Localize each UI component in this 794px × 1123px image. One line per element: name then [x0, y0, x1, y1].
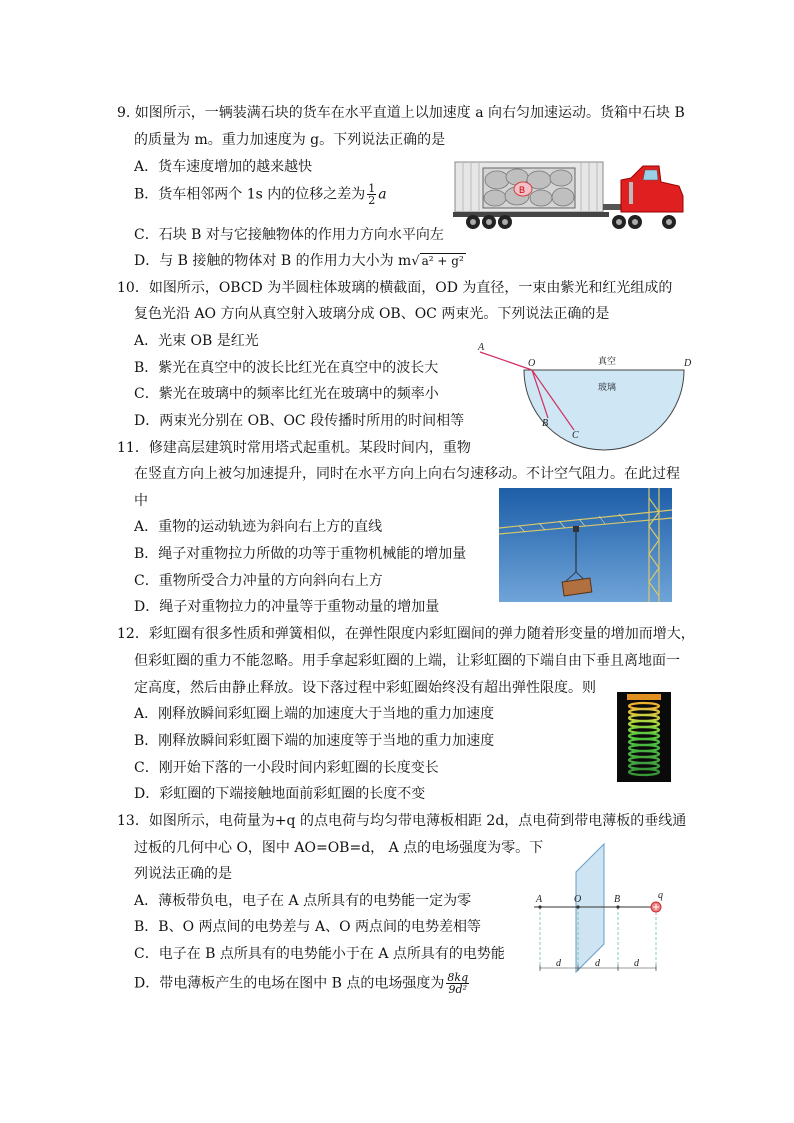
q13-stem-line2: 过板的几何中心 O，图中 AO=OB=d， A 点的电场强度为零。下: [134, 840, 544, 856]
crane-photo: [499, 488, 672, 602]
q11-stem-line2: 在竖直方向上被匀加速提升，同时在水平方向上向右匀速移动。不计空气阻力。在此过程: [134, 466, 680, 482]
q10-option-a: A．光束 OB 是红光: [134, 333, 259, 349]
q12-option-b: B．刚释放瞬间彩虹圈下端的加速度等于当地的重力加速度: [134, 733, 495, 749]
q13-fraction: $\frac{8kq}{\text{9d²}}$: [447, 971, 469, 996]
q9-option-a: A．货车速度增加的越来越快: [134, 159, 313, 175]
truck-figure: [453, 160, 685, 232]
q9-stem-line1: 9. 如图所示，一辆装满石块的货车在水平直道上以加速度 a 向右匀加速运动。货箱中石块 B: [117, 105, 685, 121]
q12-option-c: C．刚开始下落的一小段时间内彩虹圈的长度变长: [134, 760, 439, 776]
q12-stem-line2: 但彩虹圈的重力不能忽略。用手拿起彩虹圈的上端，让彩虹圈的下端自由下垂且离地面一: [134, 653, 680, 669]
q10-option-c: C．紫光在玻璃中的频率比红光在玻璃中的频率小: [134, 386, 439, 402]
charged-plate-figure: [528, 850, 678, 980]
fig10-label-b: B: [542, 418, 549, 429]
q11-option-b: B．绳子对重物拉力所做的功等于重物机械能的增加量: [134, 546, 467, 562]
q13-option-a: A．薄板带负电，电子在 A 点所具有的电势能一定为零: [134, 893, 472, 909]
q11-stem-line1: 11．修建高层建筑时常用塔式起重机。某段时间内，重物: [117, 440, 471, 456]
q11-option-c: C．重物所受合力冲量的方向斜向右上方: [134, 573, 383, 589]
q12-option-d: D．彩虹圈的下端接触地面前彩虹圈的长度不变: [134, 786, 426, 802]
fig13-label-q: q: [658, 890, 663, 901]
q9-option-d: D．与 B 接触的物体对 B 的作用力大小为 m√ a² + g²: [134, 253, 464, 269]
fig13-label-b: B: [614, 894, 621, 905]
fig10-label-vacuum: 真空: [598, 357, 617, 367]
q9-stem-line2: 的质量为 m。重力加速度为 g。下列说法正确的是: [134, 132, 446, 148]
q9-option-b: B．货车相邻两个 1s 内的位移之差为 $\frac{1}{2}$ a: [134, 182, 387, 207]
q12-option-a: A．刚释放瞬间彩虹圈上端的加速度大于当地的重力加速度: [134, 706, 495, 722]
q13-stem-line3: 列说法正确的是: [134, 866, 232, 882]
q10-stem-line2: 复色光沿 AO 方向从真空射入玻璃分成 OB、OC 两束光。下列说法正确的是: [134, 306, 610, 322]
fig10-label-o: O: [528, 358, 536, 369]
q13-option-c: C．电子在 B 点所具有的电势能小于在 A 点所具有的电势能: [134, 946, 505, 962]
fig10-label-a: A: [478, 342, 485, 353]
q9-option-c: C．石块 B 对与它接触物体的作用力方向水平向左: [134, 227, 444, 243]
slinky-photo: [617, 692, 671, 782]
semicircle-glass-figure: [470, 338, 690, 444]
q9-fraction: $\frac{1}{2}$: [368, 182, 376, 207]
fig13-label-o: O: [574, 894, 582, 905]
q11-stem-line3: 中: [134, 493, 148, 509]
q10-option-d: D．两束光分别在 OB、OC 段传播时所用的时间相等: [134, 413, 465, 429]
fig10-label-d: D: [684, 358, 692, 369]
q12-stem-line3: 定高度，然后由静止释放。设下落过程中彩虹圈始终没有超出弹性限度。则: [134, 680, 596, 696]
q10-stem-line1: 10．如图所示，OBCD 为半圆柱体玻璃的横截面，OD 为直径，一束由紫光和红光组成的: [117, 280, 673, 296]
q12-stem-line1: 12．彩虹圈有很多性质和弹簧相似，在弹性限度内彩虹圈间的弹力随着形变量的增加而增大，: [117, 626, 695, 642]
q11-option-a: A．重物的运动轨迹为斜向右上方的直线: [134, 519, 383, 535]
q11-option-d: D．绳子对重物拉力的冲量等于重物动量的增加量: [134, 599, 440, 615]
q10-option-b: B．紫光在真空中的波长比红光在真空中的波长大: [134, 360, 439, 376]
q13-option-d: D．带电薄板产生的电场在图中 B 点的电场强度为 $\frac{8kq}{\text{9d²}}$: [134, 971, 469, 996]
q13-option-b: B．B、O 两点间的电势差与 A、O 两点间的电势差相等: [134, 919, 481, 935]
fig10-label-c: C: [572, 430, 579, 441]
fig10-label-glass: 玻璃: [598, 383, 617, 393]
fig13-label-a: A: [536, 894, 543, 905]
stone-b-label: B: [519, 185, 526, 195]
fig13-label-d2: d: [595, 958, 600, 969]
q13-stem-line1: 13．如图所示，电荷量为+q 的点电荷与均匀带电薄板相距 2d，点电荷到带电薄板的垂线通: [117, 813, 687, 829]
fig13-label-d1: d: [556, 958, 561, 969]
fig13-label-d3: d: [634, 958, 639, 969]
